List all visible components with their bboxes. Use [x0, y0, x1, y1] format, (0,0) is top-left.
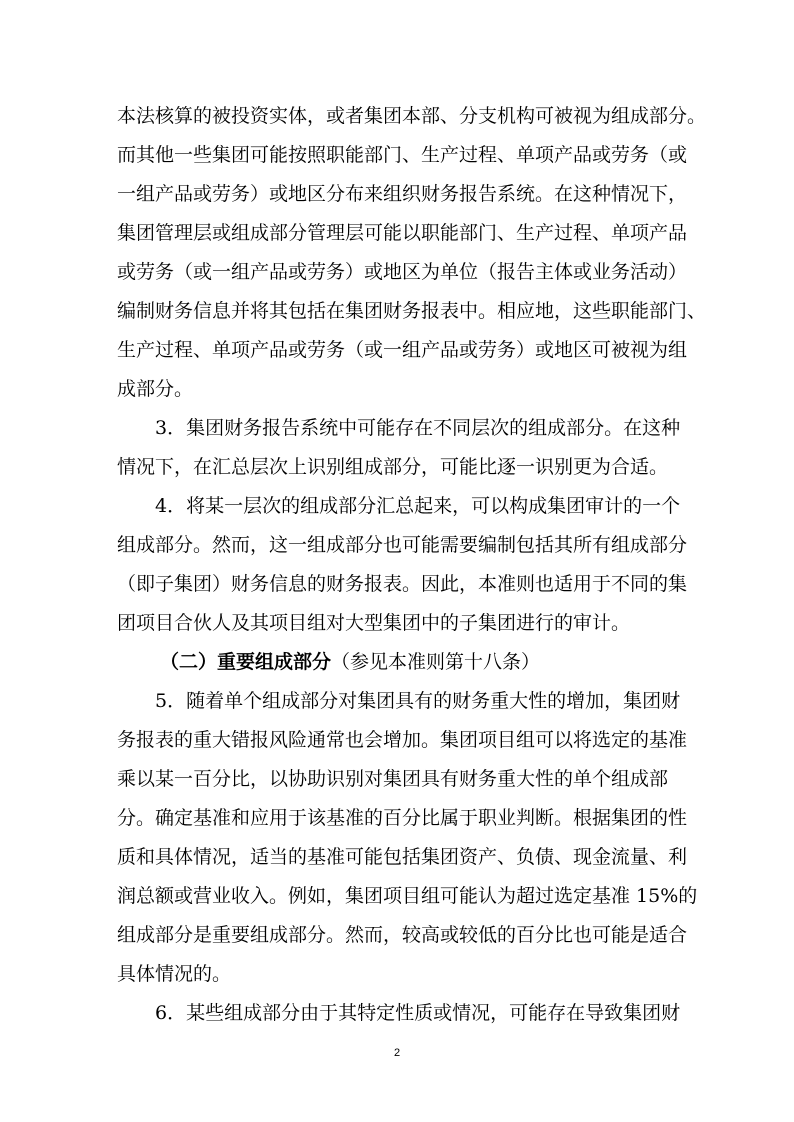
- section-heading-reference: （参见本准则第十八条）: [331, 651, 541, 673]
- paragraph-6-start: 6．某些组成部分由于其特定性质或情况，可能存在导致集团财: [155, 1002, 681, 1024]
- text-line: （即子集团）财务信息的财务报表。因此，本准则也适用于不同的集: [117, 573, 688, 595]
- text-line: 编制财务信息并将其包括在集团财务报表中。相应地，这些职能部门、: [117, 300, 707, 322]
- text-line: 集团管理层或组成部分管理层可能以职能部门、生产过程、单项产品: [117, 222, 688, 244]
- text-line: 一组产品或劳务）或地区分布来组织财务报告系统。在这种情况下，: [117, 183, 688, 205]
- text-line: 情况下，在汇总层次上识别组成部分，可能比逐一识别更为合适。: [117, 456, 669, 478]
- text-line: 具体情况的。: [117, 963, 232, 985]
- text-line: 组成部分。然而，这一组成部分也可能需要编制包括其所有组成部分: [117, 534, 688, 556]
- text-line: 组成部分是重要组成部分。然而，较高或较低的百分比也可能是适合: [117, 924, 688, 946]
- paragraph-4-start: 4．将某一层次的组成部分汇总起来，可以构成集团审计的一个: [155, 495, 681, 517]
- text-line: 乘以某一百分比，以协助识别对集团具有财务重大性的单个组成部: [117, 768, 669, 790]
- text-line: 而其他一些集团可能按照职能部门、生产过程、单项产品或劳务（或: [117, 144, 688, 166]
- text-line: 生产过程、单项产品或劳务（或一组产品或劳务）或地区可被视为组: [117, 339, 688, 361]
- text-line: 务报表的重大错报风险通常也会增加。集团项目组可以将选定的基准: [117, 729, 688, 751]
- section-heading-title: （二）重要组成部分: [160, 651, 332, 673]
- paragraph-5-start: 5．随着单个组成部分对集团具有的财务重大性的增加，集团财: [155, 690, 681, 712]
- text-line: 分。确定基准和应用于该基准的百分比属于职业判断。根据集团的性: [117, 807, 688, 829]
- text-line: 质和具体情况，适当的基准可能包括集团资产、负债、现金流量、利: [117, 846, 688, 868]
- section-heading: [160, 650, 540, 674]
- text-line: 团项目合伙人及其项目组对大型集团中的子集团进行的审计。: [117, 612, 631, 634]
- paragraph-3-start: 3．集团财务报告系统中可能存在不同层次的组成部分。在这种: [155, 417, 681, 439]
- text-line: 成部分。: [117, 378, 194, 400]
- page-number: 2: [393, 1047, 401, 1059]
- text-line: 或劳务（或一组产品或劳务）或地区为单位（报告主体或业务活动）: [117, 261, 688, 283]
- text-line: 润总额或营业收入。例如，集团项目组可能认为超过选定基准 15%的: [117, 885, 698, 907]
- text-line: 本法核算的被投资实体，或者集团本部、分支机构可被视为组成部分。: [117, 105, 707, 127]
